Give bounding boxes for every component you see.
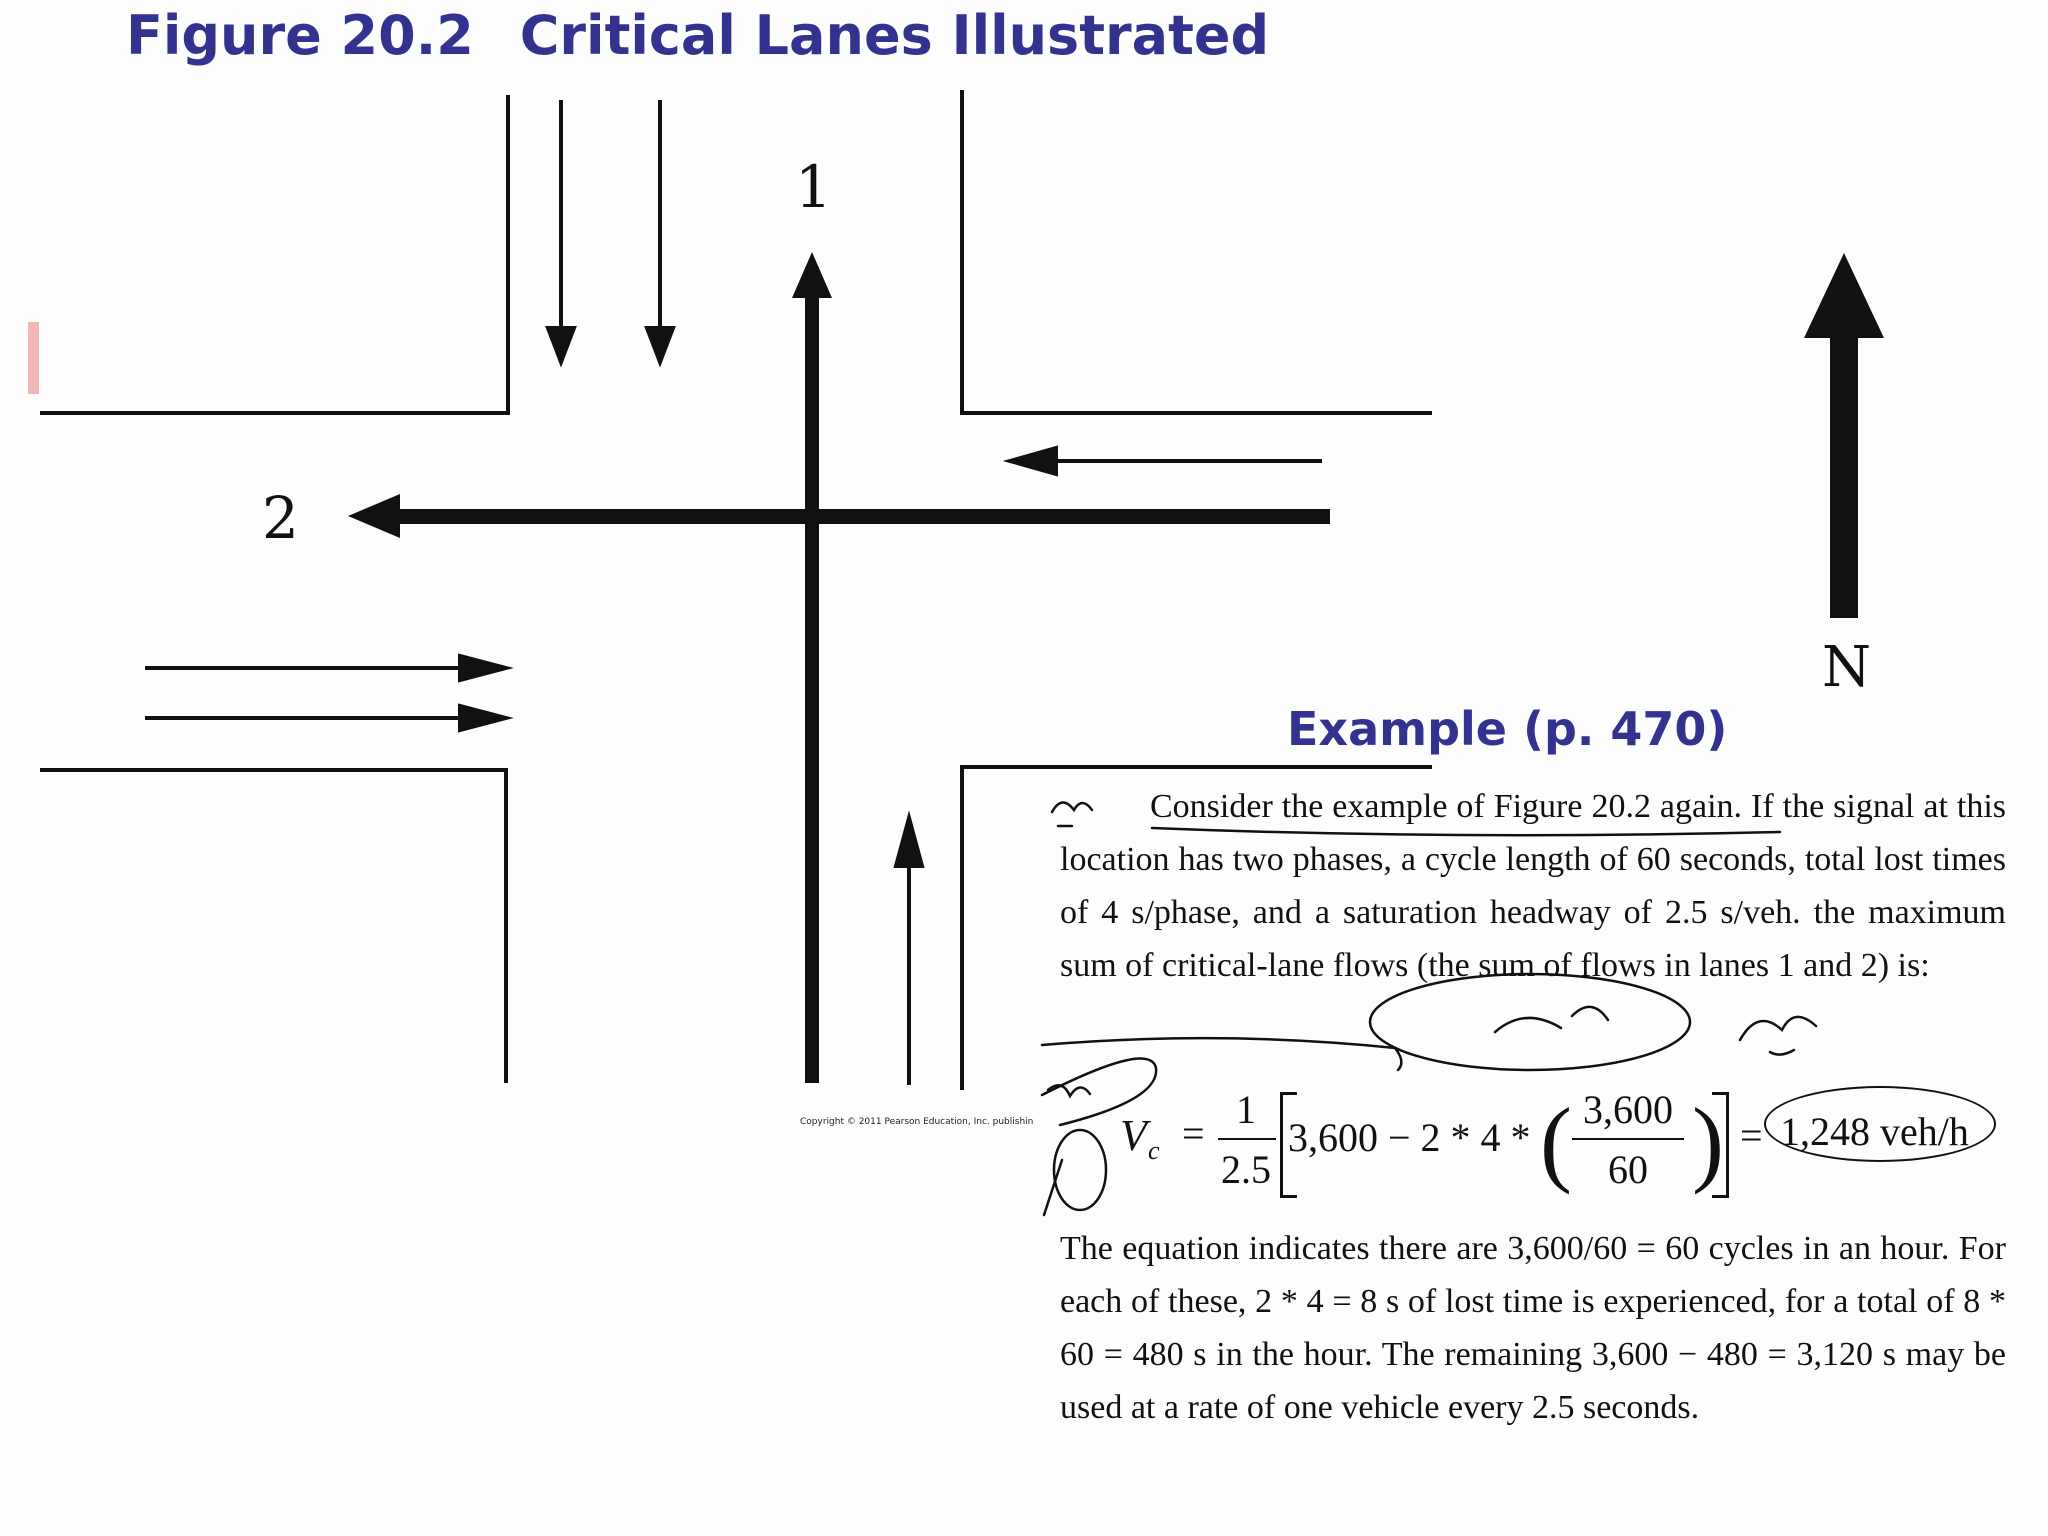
southbound-arrowhead-right (647, 328, 673, 362)
inner-numerator: 3,600 (1583, 1087, 1673, 1132)
fraction-numerator: 1 (1236, 1087, 1256, 1132)
eastbound-arrowhead-top (460, 656, 506, 680)
equation-equals-sign: = (1182, 1111, 1205, 1156)
equation-lhs-subscript: c (1148, 1136, 1160, 1165)
bracket-terms: 3,600 − 2 * 4 * (1288, 1115, 1531, 1160)
equation-equals-result: = (1740, 1113, 1763, 1158)
fraction-bar (1218, 1138, 1276, 1140)
critical-flow-equation (1120, 1080, 2020, 1210)
left-paren: ( (1540, 1088, 1572, 1195)
inner-fraction-bar (1572, 1138, 1684, 1140)
example-explanation-text: The equation indicates there are 3,600/60 = 60 cycles in an hour. For each of these, 2 * 4 = 8 s of lost time is experienced, for a total of 8 * 60 = 480 s in the hour. The remaining 3,600 − 480 = 3,120 s may be used at a rate of one vehicle every 2.5 seconds. (1060, 1230, 2006, 1426)
figure-title-text: Critical Lanes Illustrated (519, 4, 1270, 67)
right-paren: ) (1692, 1088, 1724, 1195)
equation-result: 1,248 veh/h (1780, 1109, 1969, 1154)
curb-southwest (40, 770, 506, 1083)
north-label: N (1822, 635, 1871, 700)
curb-northwest (40, 95, 508, 413)
right-square-bracket (1712, 1092, 1729, 1198)
critical-lane-2-shaft (394, 509, 1330, 524)
fraction-denominator: 2.5 (1221, 1147, 1271, 1192)
north-arrow-icon (1804, 253, 1884, 618)
copyright-notice: Copyright © 2011 Pearson Education, Inc. publishin (800, 1117, 1034, 1127)
example-heading: Example (p. 470) (1287, 702, 1728, 756)
inner-denominator: 60 (1608, 1147, 1648, 1192)
southbound-arrowhead-left (548, 328, 574, 362)
scan-mark (28, 322, 39, 394)
equation-lhs: V (1120, 1111, 1147, 1160)
example-problem-text: Consider the example of Figure 20.2 again. If the signal at this location has two phases, a cycle length of 60 seconds, total lost times of 4 s/phase, and a saturation headway of 2.5 s/veh. the maximum sum of critical-lane flows (the sum of flows in lanes 1 and 2) is: (1060, 788, 2006, 984)
critical-lane-1-arrowhead (792, 252, 832, 298)
curb-northeast (962, 90, 1432, 413)
lane-label-2: 2 (262, 484, 299, 552)
eastbound-arrowhead-bottom (460, 706, 506, 730)
figure-number: Figure 20.2 (126, 4, 474, 67)
critical-lane-2-arrowhead (348, 494, 400, 538)
lane-label-1: 1 (795, 153, 832, 221)
westbound-arrowhead (1010, 448, 1056, 474)
northbound-arrowhead (896, 818, 922, 866)
critical-lane-1-shaft (805, 290, 819, 1083)
